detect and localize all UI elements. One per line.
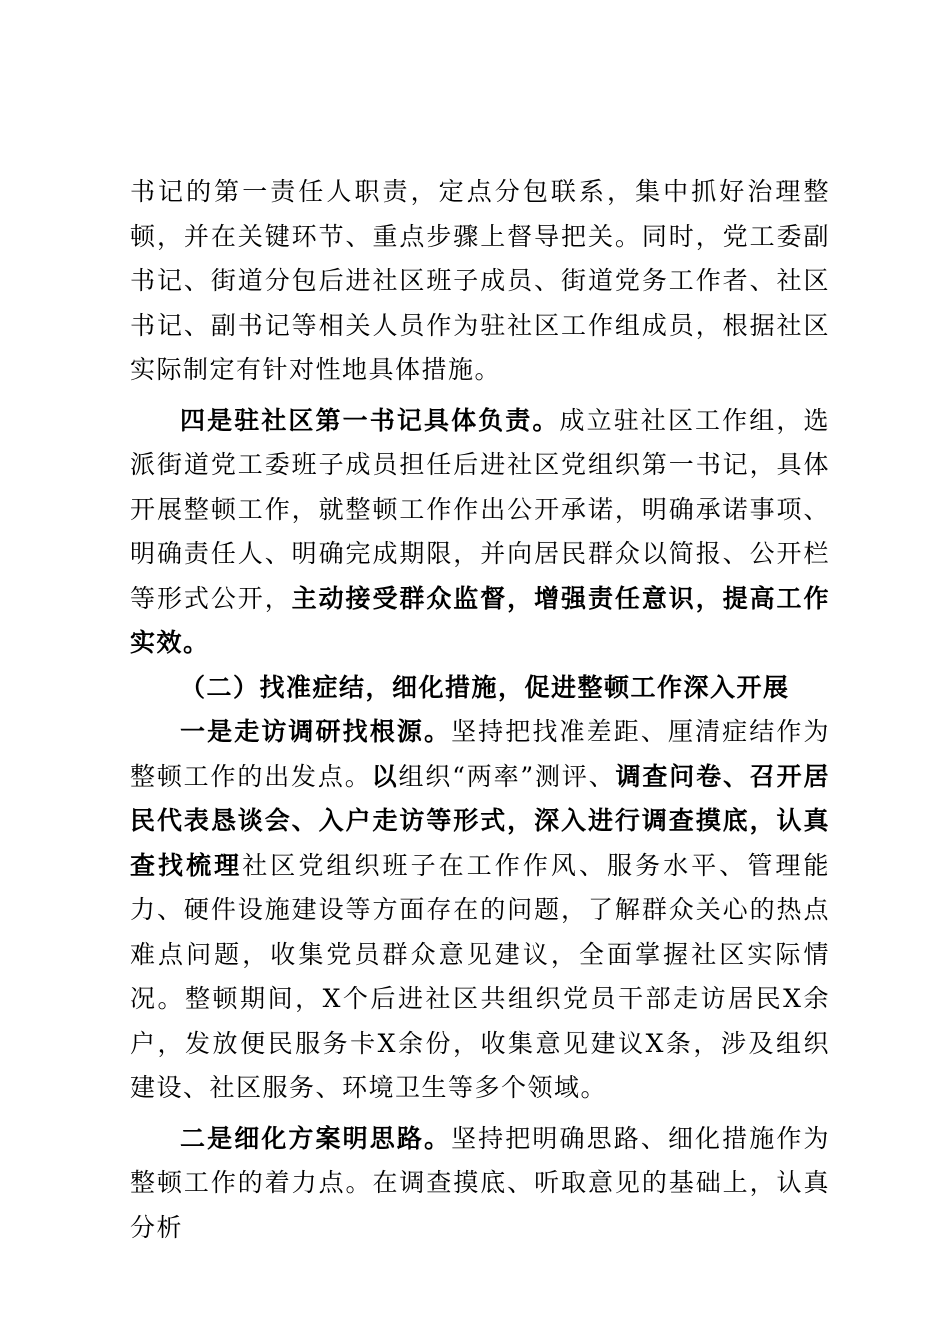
paragraph-text: 坚持把找准差距、厘清症结作为整顿工作的出发点。 [130,717,830,791]
section-heading-text: （二）找准症结，细化措施，促进整顿工作深入开展 [180,672,790,702]
paragraph-1 [130,170,830,393]
paragraph-emphasis: 以 [371,761,399,791]
paragraph-4 [130,1117,830,1251]
paragraph-emphasis: 主动接受群众监督，增强责任意识，提高工作实效。 [130,583,830,657]
section-heading [130,666,830,711]
paragraph-3 [130,710,830,1111]
paragraph-heading: 四是驻社区第一书记具体负责。 [180,405,560,435]
paragraph-heading: 一是走访调研找根源。 [180,717,452,746]
paragraph-emphasis: 调查问卷、召开居民代表恳谈会、入户走访等形式，深入进行调查摸底，认真查找梳理 [130,761,830,880]
paragraph-text: 组织“两率”测评、 [398,761,616,791]
paragraph-text: 书记的第一责任人职责，定点分包联系，集中抓好治理整顿，并在关键环节、重点步骤上督导把关。同时，党工委副书记、街道分包后进社区班子成员、街道党务工作者、社区书记、副书记等相关人员作为驻社区工作组成员，根据社区实际制定有针对性地具体措施。 [130,177,830,384]
paragraph-text: 社区党组织班子在工作作风、服务水平、管理能力、硬件设施建设等方面存在的问题，了解群众关心的热点难点问题，收集党员群众意见建议，全面掌握社区实际情况。整顿期间，X个后进社区共组织党员干部走访居民X余户，发放便民服务卡X余份，收集意见建议X条，涉及组织建设、社区服务、环境卫生等多个领域。 [130,850,830,1102]
paragraph-2 [130,399,830,666]
paragraph-text: 坚持把明确思路、细化措施作为整顿工作的着力点。在调查摸底、听取意见的基础上，认真分析 [130,1123,830,1242]
document-body [130,170,830,1250]
paragraph-text: 成立驻社区工作组，选派街道党工委班子成员担任后进社区党组织第一书记，具体开展整顿工作，就整顿工作作出公开承诺，明确承诺事项、明确责任人、明确完成期限，并向居民群众以简报、公开栏等形式公开， [130,405,830,613]
paragraph-heading: 二是细化方案明思路。 [180,1123,452,1153]
